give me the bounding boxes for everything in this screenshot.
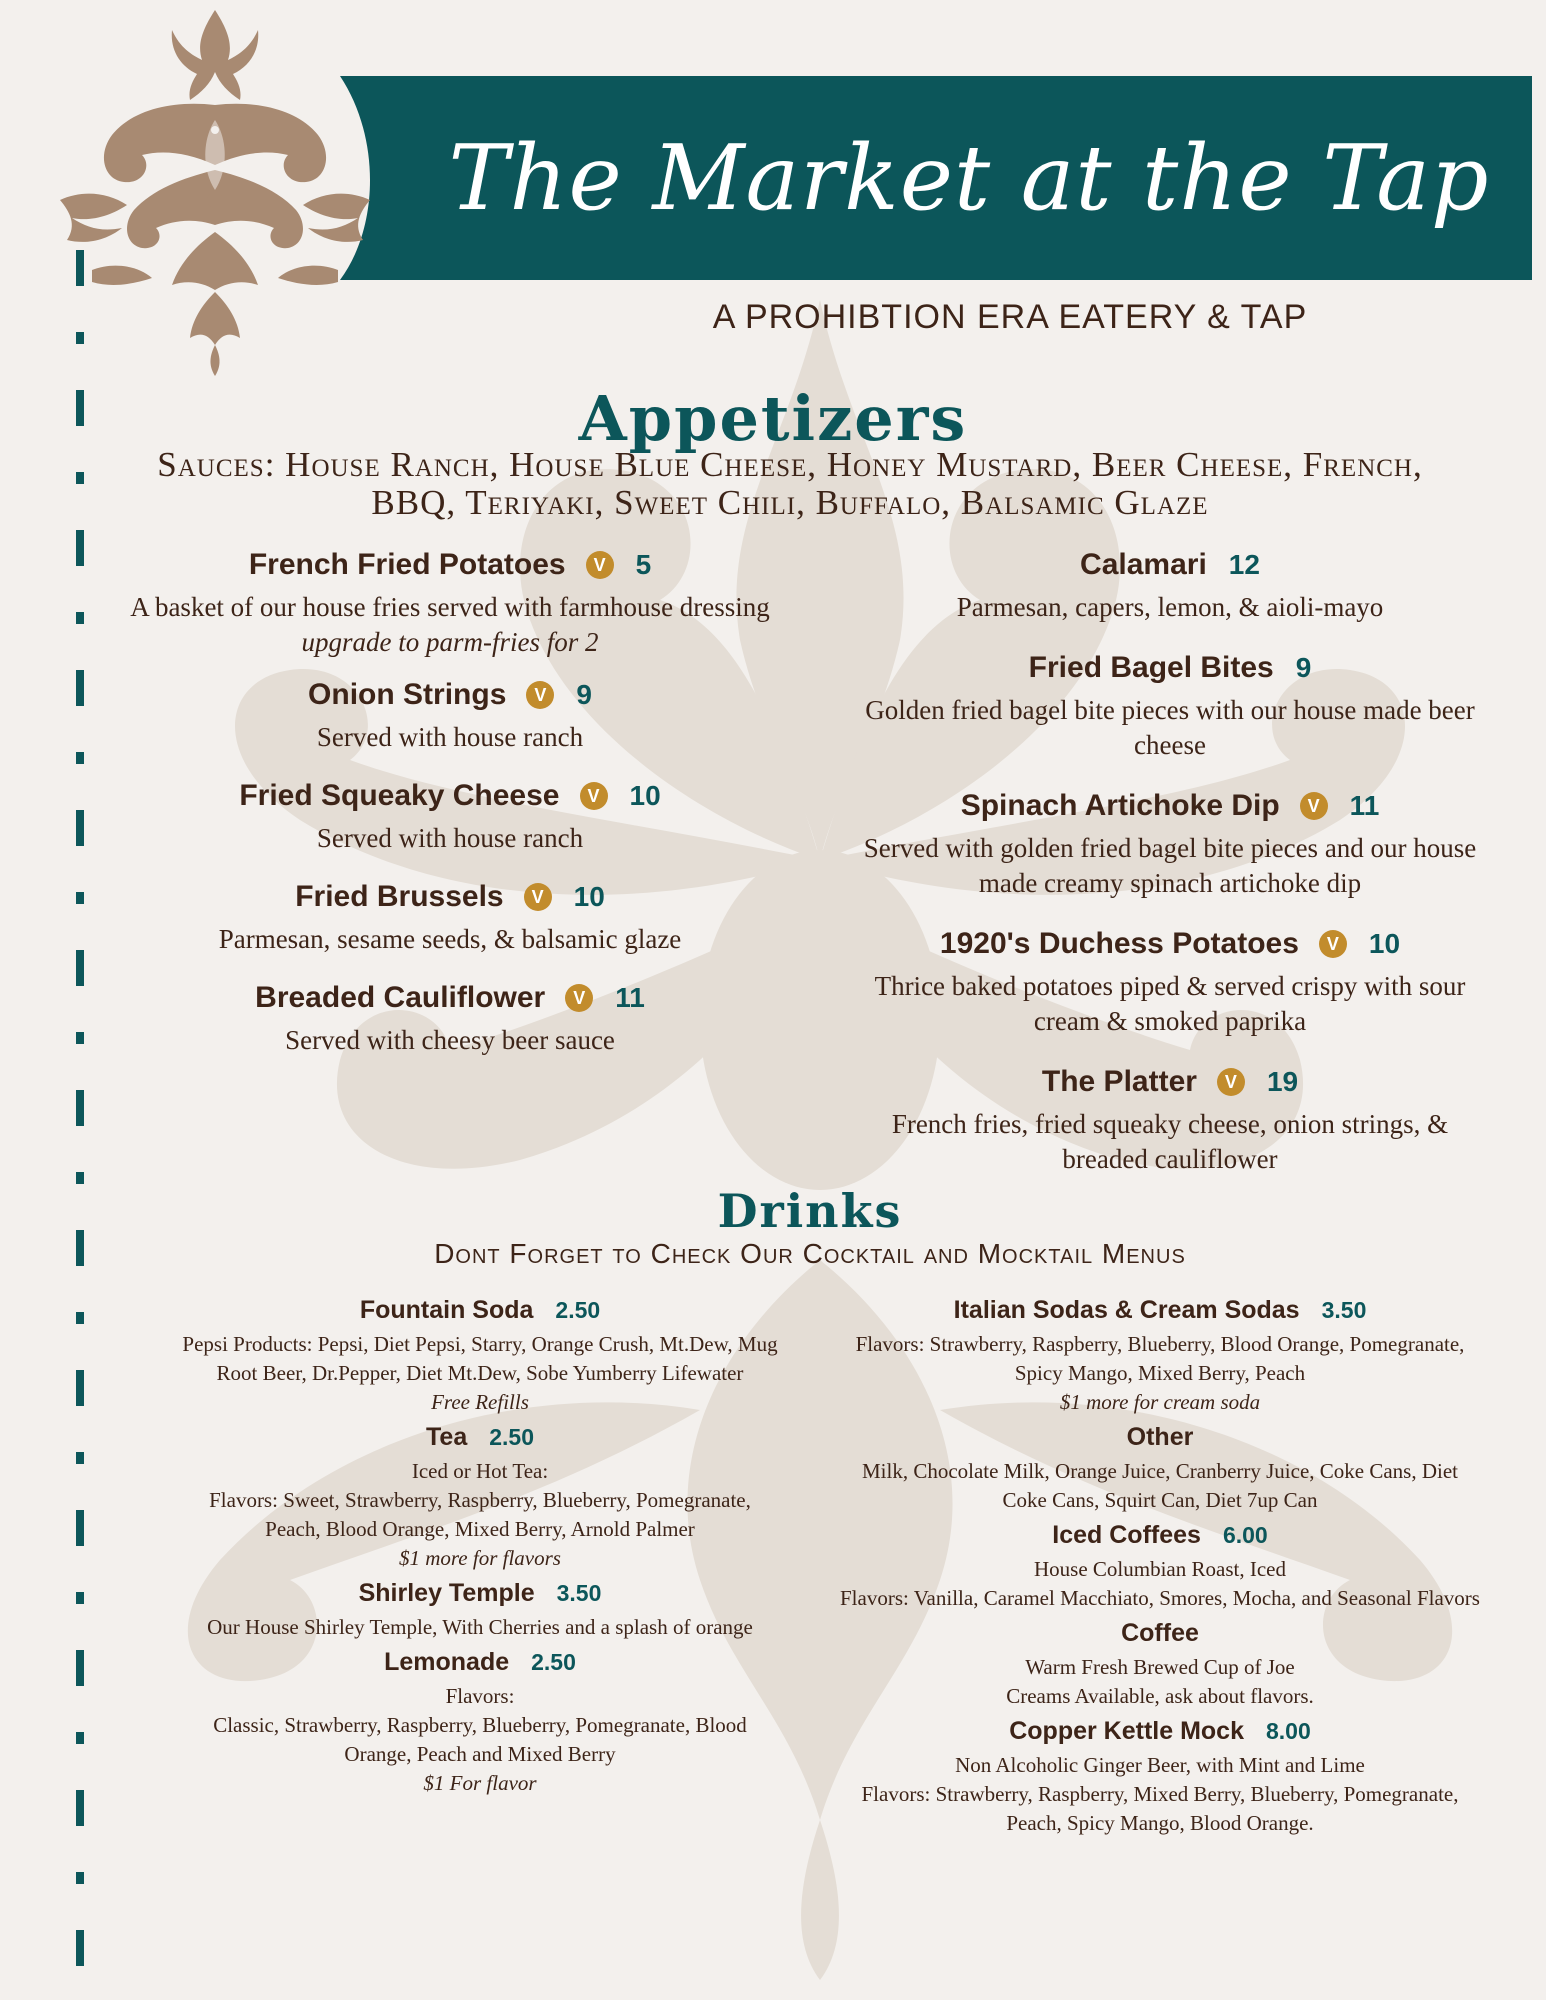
item-name: Other [1126,1422,1194,1451]
menu-item [130,670,770,755]
menu-item [180,1290,780,1417]
vegetarian-icon: V [565,984,593,1012]
item-name: Copper Kettle Mock [1009,1716,1244,1745]
vegetarian-icon: V [526,681,554,709]
item-name: 1920's Duchess Potatoes [939,927,1299,960]
item-price: 2.50 [489,1423,534,1450]
item-description: Our House Shirley Temple, With Cherries and a splash of orange [207,1615,753,1639]
menu-item [130,771,770,856]
menu-item [840,1417,1480,1515]
drinks-heading: Drinks [717,1184,903,1238]
item-flavors: Flavors: Vanilla, Caramel Macchiato, Smores, Mocha, and Seasonal Flavors [840,1586,1480,1610]
item-description: Parmesan, sesame seeds, & balsamic glaze [218,924,682,954]
item-description: Golden fried bagel bite pieces with our house made beer cheese [865,695,1475,760]
item-description: Parmesan, capers, lemon, & aioli-mayo [956,592,1384,622]
item-name: Spinach Artichoke Dip [960,789,1280,822]
item-description: Served with house ranch [316,823,584,853]
item-price: 10 [1368,928,1401,959]
item-price: 2.50 [531,1648,576,1675]
item-description: Flavors: Strawberry, Raspberry, Blueberry, Blood Orange, Pomegranate, Spicy Mango, Mixed Berry, Peach [855,1332,1465,1385]
vegetarian-icon: V [524,883,552,911]
item-flavors: Flavors: Strawberry, Raspberry, Mixed Berry, Blueberry, Pomegranate, Peach, Spicy Mango, Blood Orange. [861,1782,1459,1835]
item-note: upgrade to parm-fries for 2 [301,627,599,657]
item-description: Served with house ranch [316,722,584,752]
menu-item [860,781,1480,901]
item-price: 19 [1266,1066,1299,1097]
item-name: Shirley Temple [358,1578,535,1607]
tagline: A PROHIBTION ERA EATERY & TAP [712,298,1308,336]
item-description: Served with cheesy beer sauce [285,1025,615,1055]
item-name: Onion Strings [308,678,507,711]
item-name: Fried Bagel Bites [1028,651,1274,684]
drinks-note: Dont Forget to Check Our Cocktail and Mocktail Menus [434,1238,1186,1269]
item-price: 10 [573,881,605,912]
item-flavors: Flavors: Sweet, Strawberry, Raspberry, Blueberry, Pomegranate, Peach, Blood Orange, Mixed Berry, Arnold Palmer [209,1488,751,1541]
menu-item [180,1573,780,1642]
item-price: 8.00 [1266,1717,1311,1744]
item-description: House Columbian Roast, Iced [1034,1557,1286,1581]
item-flavors: Classic, Strawberry, Raspberry, Blueberry, Pomegranate, Blood Orange, Peach and Mixed Berry [213,1713,747,1766]
item-note: $1 more for cream soda [1059,1390,1261,1414]
item-price: 3.50 [1321,1296,1367,1323]
vegetarian-icon: V [1217,1068,1245,1096]
item-price: 9 [1295,652,1312,683]
menu-item [840,1711,1480,1838]
item-description: Warm Fresh Brewed Cup of Joe [1025,1655,1295,1679]
drinks-left-column [180,1290,780,1798]
item-name: Calamari [1080,548,1207,581]
item-price: 12 [1228,549,1260,580]
vegetarian-icon: V [580,782,608,810]
item-description: Iced or Hot Tea: [411,1459,549,1483]
menu-item [860,919,1480,1039]
appetizers-left-column [130,540,770,1058]
sauces-list: Sauces: House Ranch, House Blue Cheese, Honey Mustard, Beer Cheese, French, BBQ, Teriyaki, Sweet Chili, Buffalo, Balsamic Glaze [157,445,1423,522]
menu-item [130,973,770,1058]
menu-item [840,1290,1480,1417]
drinks-right-column [840,1290,1480,1838]
menu-item [860,540,1480,625]
item-note: $1 For flavor [423,1771,537,1795]
item-name: Coffee [1121,1618,1199,1647]
vegetarian-icon: V [1319,930,1347,958]
item-description: Non Alcoholic Ginger Beer, with Mint and Lime [955,1753,1365,1777]
menu-item [840,1613,1480,1711]
item-price: 5 [635,549,652,580]
item-name: Fountain Soda [359,1295,534,1324]
item-description: French fries, fried squeaky cheese, onion strings, & breaded cauliflower [891,1109,1449,1174]
item-price: 11 [1349,790,1380,821]
item-note: Free Refills [431,1390,529,1414]
item-name: Fried Squeaky Cheese [239,779,560,812]
item-description: Thrice baked potatoes piped & served crispy with sour cream & smoked paprika [874,971,1466,1036]
item-price: 11 [615,982,645,1013]
damask-ornament-icon [52,0,378,380]
item-note: $1 more for flavors [399,1546,561,1570]
item-price: 9 [576,679,592,710]
item-flavors: Creams Available, ask about flavors. [1006,1684,1314,1708]
left-dashed-border [76,250,86,2000]
item-name: The Platter [1041,1065,1197,1098]
item-price: 2.50 [555,1296,601,1323]
menu-item [180,1642,780,1798]
item-description: A basket of our house fries served with farmhouse dressing [130,592,770,622]
menu-item [840,1515,1480,1613]
item-description: Served with golden fried bagel bite pieces and our house made creamy spinach artichoke dip [863,833,1477,898]
appetizers-heading: Appetizers [578,382,968,455]
menu-item [180,1417,780,1573]
title-banner [376,76,1532,280]
item-name: Fried Brussels [295,880,504,913]
item-description: Milk, Chocolate Milk, Orange Juice, Cranberry Juice, Coke Cans, Diet Coke Cans, Squirt Can, Diet 7up Can [861,1459,1459,1512]
appetizers-right-column [860,540,1480,1177]
menu-item [130,872,770,957]
item-name: Italian Sodas & Cream Sodas [953,1295,1300,1324]
item-name: Breaded Cauliflower [255,981,546,1014]
item-description: Flavors: [445,1684,515,1708]
vegetarian-icon: V [586,551,614,579]
item-price: 10 [629,780,661,811]
menu-item [860,643,1480,763]
vegetarian-icon: V [1300,792,1328,820]
menu-item [860,1057,1480,1177]
item-price: 3.50 [556,1579,602,1606]
item-name: Iced Coffees [1052,1520,1201,1549]
item-name: Lemonade [384,1647,510,1676]
item-price: 6.00 [1222,1521,1268,1548]
restaurant-title: The Market at the Tap [448,125,1490,231]
menu-item [130,540,770,660]
item-name: French Fried Potatoes [248,548,566,581]
item-name: Tea [426,1422,468,1451]
item-description: Pepsi Products: Pepsi, Diet Pepsi, Starry, Orange Crush, Mt.Dew, Mug Root Beer, Dr.Pepper, Diet Mt.Dew, Sobe Yumberry Lifewater [182,1332,778,1385]
